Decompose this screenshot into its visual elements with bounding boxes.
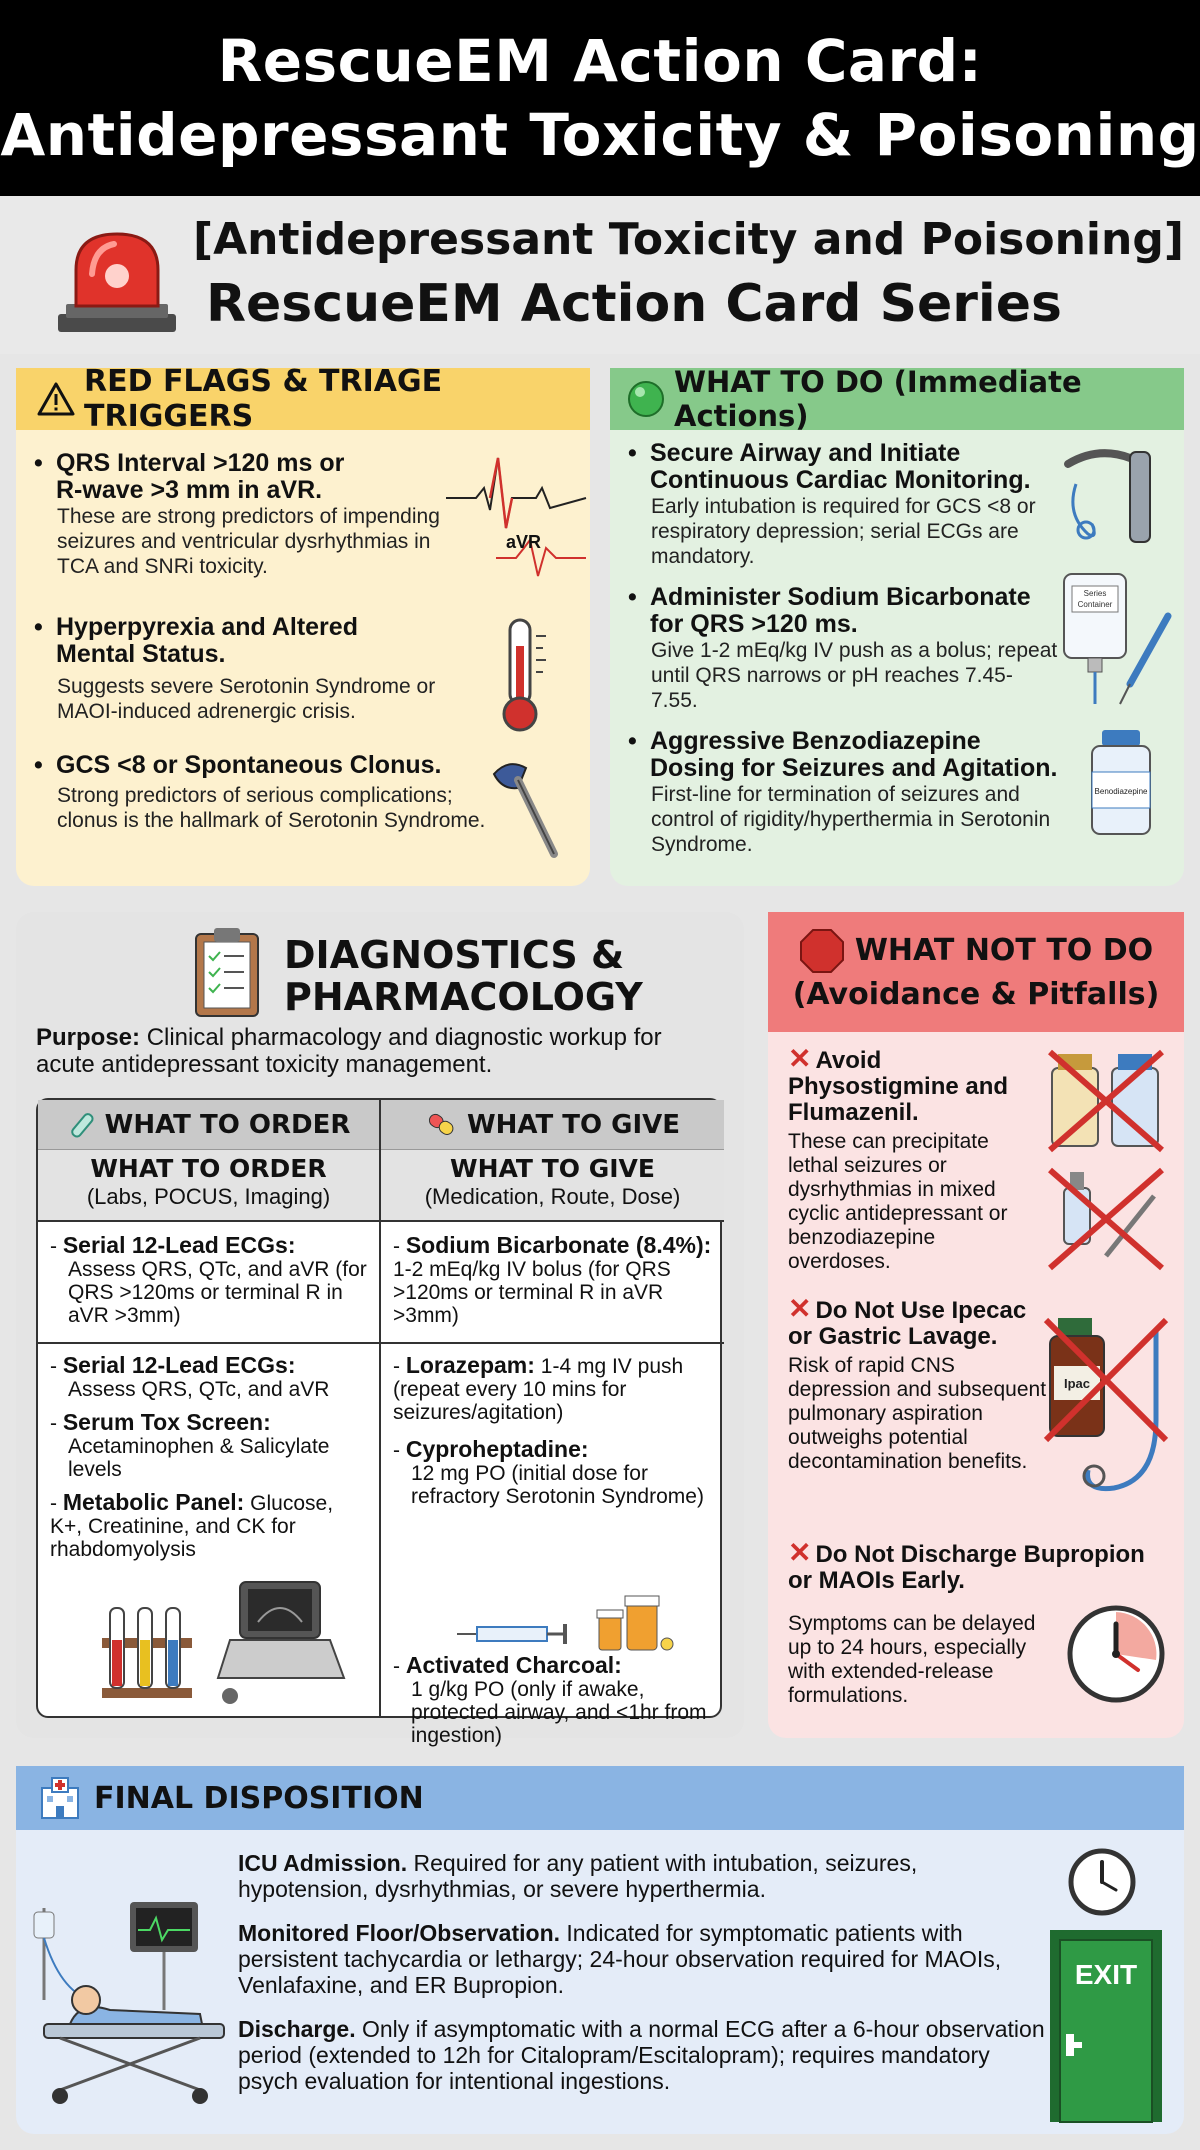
- action-item: • Administer Sodium Bicarbonate for QRS >120 ms. Give 1-2 mEq/kg IV push as a bolus; repeat until QRS narrows or pH reaches 7.45-7.55.: [628, 583, 1058, 712]
- test-tube-icon: [67, 1110, 97, 1140]
- exit-door-icon: [1046, 1926, 1166, 2126]
- diagnostics-title-line1: DIAGNOSTICS &: [284, 933, 625, 977]
- hospital-bed-patient-icon: [30, 1900, 240, 2110]
- red-flag-heading: GCS <8 or Spontaneous Clonus.: [56, 751, 442, 779]
- what-not-title-1: WHAT NOT TO DO: [854, 933, 1154, 968]
- disposition-text: Required for any patient with intubation, seizures, hypotension, dysrhythmias, or severe hyperthermia.: [238, 1850, 918, 1902]
- diagnostics-title-line2: PHARMACOLOGY: [284, 975, 643, 1019]
- disposition-label: Discharge.: [238, 2016, 356, 2042]
- pitfall-item: [788, 1293, 1056, 1474]
- order-entry-text: Assess QRS, QTc, and aVR (for QRS >120ms or terminal R in aVR >3mm): [68, 1258, 367, 1327]
- action-item: • Secure Airway and Initiate Continuous Cardiac Monitoring. Early intubation is required for GCS <8 or respiratory depression; serial ECGs are mandatory.: [628, 440, 1058, 569]
- disposition-text: Only if asymptomatic with a normal ECG after a 6-hour observation period (extended to 12h for Citalopram/Escitalopram); requires mandatory psych evaluation for intentional ingestions.: [238, 2016, 1045, 2094]
- what-to-order-column: [38, 1100, 381, 1716]
- pitfall-body: These can precipitate lethal seizures or dysrhythmias in mixed cyclic antidepressant or benzodiazepine overdoses.: [788, 1130, 1008, 1273]
- pitfall-heading: Do Not Discharge Bupropion or MAOIs Early.: [788, 1541, 1145, 1594]
- series-header: [0, 196, 1200, 354]
- disposition-item: [238, 1920, 1048, 1998]
- disposition-item: [238, 2016, 1048, 2094]
- red-flag-item: • GCS <8 or Spontaneous Clonus. Strong predictors of serious complications; clonus is the hallmark of Serotonin Syndrome.: [34, 752, 494, 833]
- pitfall-heading: Avoid Physostigmine and Flumazenil.: [788, 1047, 1009, 1126]
- iv-bag-label-2: Container: [1077, 600, 1113, 609]
- give-entry: - Cyproheptadine: 12 mg PO (initial dose for refractory Serotonin Syndrome): [393, 1438, 714, 1508]
- order-cell: [38, 1346, 379, 1571]
- what-not-title-2: (Avoidance & Pitfalls): [792, 977, 1160, 1012]
- what-to-give-tab-label: WHAT TO GIVE: [466, 1109, 681, 1140]
- action-heading: Dosing for Seizures and Agitation.: [650, 754, 1058, 782]
- action-body: Give 1-2 mEq/kg IV push as a bolus; repeat until QRS narrows or pH reaches 7.45-7.55.: [651, 639, 1058, 712]
- clipboard-icon: [192, 926, 262, 1018]
- order-entry-label: Serial 12-Lead ECGs:: [62, 1352, 296, 1378]
- what-to-order-tab-label: WHAT TO ORDER: [104, 1109, 351, 1140]
- disposition-label: ICU Admission.: [238, 1850, 408, 1876]
- red-flag-heading: Mental Status.: [56, 640, 226, 668]
- red-flag-body: Suggests severe Serotonin Syndrome or MAOI-induced adrenergic crisis.: [57, 675, 436, 723]
- order-entry: - Serial 12-Lead ECGs: Assess QRS, QTc, and aVR (for QRS >120ms or terminal R in aVR >3mm): [50, 1234, 369, 1327]
- page-title-line2: Antidepressant Toxicity & Poisoning: [0, 101, 1200, 169]
- hospital-icon: [38, 1776, 82, 1820]
- lab-equipment-icon: [100, 1578, 350, 1708]
- what-not-to-do-header: [768, 912, 1184, 1032]
- give-cell: [381, 1346, 724, 1518]
- action-heading: for QRS >120 ms.: [650, 610, 858, 638]
- action-item: • Aggressive Benzodiazepine Dosing for Seizures and Agitation. First-line for termination of seizures and control of rigidity/hyperthermia in Serotonin Syndrome.: [628, 727, 1058, 856]
- give-entry-text: 1-2 mEq/kg IV bolus (for QRS >120ms or terminal R in aVR >3mm): [393, 1258, 671, 1327]
- green-circle-icon: [626, 379, 666, 419]
- diagnostics-table: [36, 1098, 722, 1747]
- clock-icon: [1064, 1602, 1168, 1706]
- final-disposition-panel: [16, 1766, 1184, 2134]
- red-flag-heading: Hyperpyrexia and Altered: [56, 613, 358, 641]
- series-subtitle-1: [Antidepressant Toxicity and Poisoning]: [193, 214, 1184, 265]
- red-flags-panel: [16, 364, 590, 886]
- give-entry-label: Cyproheptadine:: [405, 1436, 589, 1462]
- ecg-waveform-icon: [446, 448, 586, 578]
- what-to-give-heading: WHAT TO GIVE: [450, 1154, 655, 1183]
- diagnostics-purpose: [36, 1024, 726, 1078]
- x-mark-icon: ✕: [788, 1293, 812, 1324]
- clock-icon: [1066, 1846, 1138, 1918]
- purpose-text: Clinical pharmacology and diagnostic workup for acute antidepressant toxicity management.: [36, 1024, 662, 1078]
- crossed-out-medications-icon: [1046, 1046, 1172, 1286]
- pitfall-body: Risk of rapid CNS depression and subsequent pulmonary aspiration outweighs potential decontamination benefits.: [788, 1354, 1047, 1473]
- warning-icon: [36, 381, 76, 417]
- purpose-label: Purpose:: [36, 1024, 141, 1051]
- syringe-and-pill-bottles-icon: [453, 1594, 693, 1654]
- final-disposition-header: [16, 1766, 1184, 1830]
- top-banner: [0, 0, 1200, 196]
- final-disposition-title: FINAL DISPOSITION: [94, 1780, 424, 1816]
- order-entry-label: Serial 12-Lead ECGs:: [62, 1232, 296, 1258]
- x-mark-icon: ✕: [788, 1043, 812, 1074]
- order-entry-label: Metabolic Panel:: [62, 1489, 245, 1515]
- vial-label: Benodiazepine: [1094, 787, 1148, 796]
- medication-vial-icon: [1086, 728, 1156, 838]
- laryngoscope-icon: [1058, 444, 1178, 554]
- what-not-to-do-panel: [768, 912, 1184, 1738]
- action-body: Early intubation is required for GCS <8 or respiratory depression; serial ECGs are mandatory.: [651, 495, 1036, 568]
- what-to-order-heading: WHAT TO ORDER: [90, 1154, 327, 1183]
- order-entry-label: Serum Tox Screen:: [62, 1409, 271, 1435]
- pill-icon: [425, 1110, 459, 1140]
- what-to-order-subheader: [38, 1150, 379, 1222]
- what-to-do-panel: [610, 365, 1184, 886]
- page-title-line1: RescueEM Action Card:: [217, 27, 983, 95]
- what-to-give-column: [381, 1100, 724, 1747]
- red-flag-body: These are strong predictors of impending seizures and ventricular dysrhythmias in TCA and SNRi toxicity.: [57, 505, 440, 578]
- order-entry: - Serum Tox Screen: Acetaminophen & Salicylate levels: [50, 1411, 369, 1481]
- action-heading: Administer Sodium Bicarbonate: [650, 583, 1031, 611]
- crossed-out-ipecac-icon: [1044, 1310, 1174, 1510]
- red-flag-item: • QRS Interval >120 ms or R-wave >3 mm in aVR. These are strong predictors of impending seizures and ventricular dysrhythmias in TCA and SNRi toxicity.: [34, 450, 474, 579]
- what-to-give-sub: (Medication, Route, Dose): [424, 1184, 681, 1209]
- what-to-give-tab: [381, 1100, 724, 1150]
- red-flag-heading: QRS Interval >120 ms or: [56, 449, 345, 477]
- order-entry: - Metabolic Panel: Glucose, K+, Creatinine, and CK for rhabdomyolysis: [50, 1489, 334, 1561]
- what-to-do-header: [610, 365, 1184, 433]
- what-to-do-title: WHAT TO DO (Immediate Actions): [674, 365, 1082, 433]
- give-entry-label: Activated Charcoal:: [405, 1652, 622, 1678]
- stop-sign-icon: [799, 928, 845, 974]
- give-entry-label: Lorazepam:: [405, 1352, 535, 1378]
- siren-icon: [52, 226, 182, 336]
- thermometer-icon: [496, 616, 556, 736]
- pitfall-heading: Do Not Use Ipecac or Gastric Lavage.: [788, 1297, 1027, 1350]
- order-cell: [38, 1226, 379, 1344]
- x-mark-icon: ✕: [788, 1537, 812, 1568]
- diagnostics-title: [284, 934, 643, 1018]
- disposition-text: Indicated for symptomatic patients with persistent tachycardia or lethargy; 24-hour observation required for MAOIs, Venlafaxine, and ER Bupropion.: [238, 1920, 1002, 1998]
- give-entry: - Lorazepam: 1-4 mg IV push (repeat every 10 mins for seizures/agitation): [393, 1352, 684, 1424]
- exit-label: EXIT: [1074, 1959, 1138, 1990]
- red-flag-heading: R-wave >3 mm in aVR.: [56, 476, 323, 504]
- reflex-hammer-icon: [488, 754, 568, 864]
- pitfall-body: Symptoms can be delayed up to 24 hours, especially with extended-release formulations.: [788, 1612, 1036, 1707]
- action-heading: Aggressive Benzodiazepine: [650, 727, 981, 755]
- give-entry-label: Sodium Bicarbonate (8.4%):: [405, 1232, 712, 1258]
- what-to-order-tab: [38, 1100, 379, 1150]
- give-cell: [381, 1654, 724, 1757]
- red-flag-body: Strong predictors of serious complications; clonus is the hallmark of Serotonin Syndrome.: [57, 784, 486, 832]
- iv-bag-label-1: Series: [1083, 589, 1107, 598]
- give-entry-text: 1 g/kg PO (only if awake, protected airway, and <1hr from ingestion): [411, 1678, 707, 1747]
- series-subtitle-2: RescueEM Action Card Series: [206, 274, 1062, 334]
- order-entry-text: Glucose, K+, Creatinine, and CK for rhabdomyolysis: [50, 1492, 334, 1561]
- disposition-label: Monitored Floor/Observation.: [238, 1920, 561, 1946]
- action-heading: Continuous Cardiac Monitoring.: [650, 466, 1031, 494]
- red-flag-item: • Hyperpyrexia and Altered Mental Status. Suggests severe Serotonin Syndrome or MAOI-induced adrenergic crisis.: [34, 614, 474, 724]
- pitfall-item: [788, 1043, 1038, 1274]
- order-entry: - Serial 12-Lead ECGs: Assess QRS, QTc, and aVR: [50, 1354, 369, 1401]
- give-entry-text: 12 mg PO (initial dose for refractory Serotonin Syndrome): [411, 1462, 704, 1508]
- disposition-item: [238, 1850, 1048, 1902]
- order-entry-text: Acetaminophen & Salicylate levels: [68, 1435, 330, 1481]
- what-to-order-sub: (Labs, POCUS, Imaging): [86, 1184, 331, 1209]
- give-cell: [381, 1226, 724, 1344]
- action-heading: Secure Airway and Initiate: [650, 439, 961, 467]
- give-entry: - Sodium Bicarbonate (8.4%): 1-2 mEq/kg IV bolus (for QRS >120ms or terminal R in aVR >3mm): [393, 1232, 712, 1327]
- what-to-give-subheader: [381, 1150, 724, 1222]
- diagnostics-panel: [16, 912, 744, 1747]
- red-flags-header: [16, 364, 590, 434]
- ipecac-label: Ipac: [1063, 1376, 1091, 1391]
- order-entry-text: Assess QRS, QTc, and aVR: [68, 1378, 330, 1401]
- iv-bag-icon: [1050, 564, 1180, 714]
- red-flags-title: RED FLAGS & TRIAGE TRIGGERS: [84, 364, 443, 434]
- ecg-avr-label: aVR: [506, 532, 542, 552]
- action-body: First-line for termination of seizures and control of rigidity/hyperthermia in Serotonin Syndrome.: [651, 783, 1051, 856]
- give-entry: - Activated Charcoal: 1 g/kg PO (only if awake, protected airway, and <1hr from ingestion): [393, 1654, 714, 1747]
- give-entry-text: 1-4 mg IV push (repeat every 10 mins for seizures/agitation): [393, 1355, 684, 1424]
